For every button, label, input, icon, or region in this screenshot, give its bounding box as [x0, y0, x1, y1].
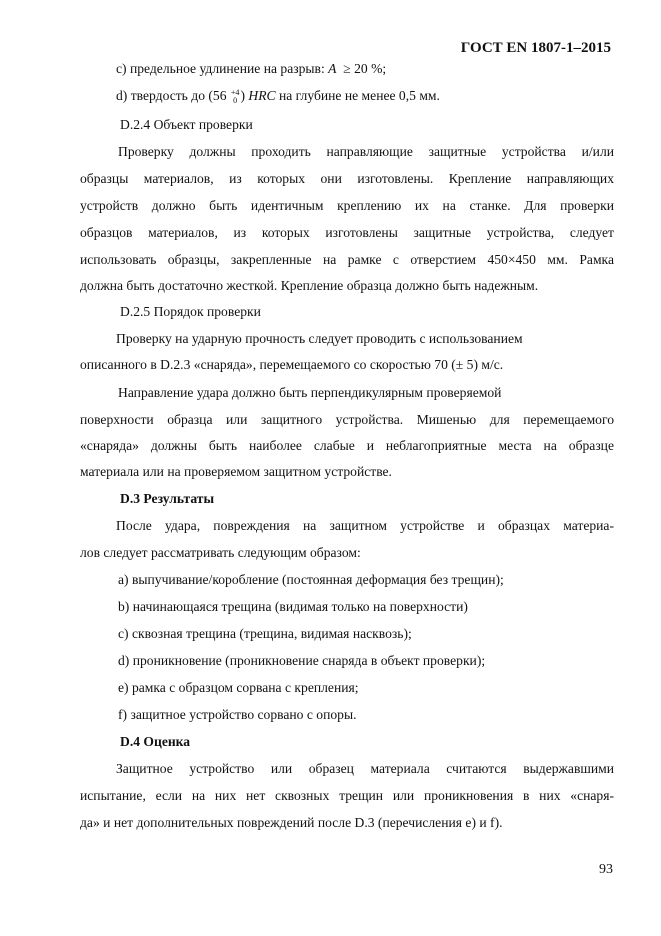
paragraph-line: Направление удара должно быть перпендикулярным проверяемой [118, 385, 502, 400]
paragraph-line: материала или на проверяемом защитном устройстве. [80, 464, 392, 479]
paragraph-line: Защитное устройство или образец материала считаются выдержавшими [116, 761, 614, 776]
heading-d-3: D.3 Результаты [120, 491, 215, 506]
paragraph-line: образцы материалов, из которых они изготовлены. Крепление направляющих [80, 171, 614, 186]
tolerance-stack: +4 0 [230, 87, 240, 105]
list-item: b) начинающаяся трещина (видимая только на поверхности) [118, 599, 468, 614]
document-code-header: ГОСТ EN 1807-1–2015 [460, 40, 611, 56]
paragraph-line: устройств должно быть идентичным креплению их на станке. Для проверки [80, 198, 614, 213]
heading-d-2-4: D.2.4 Объект проверки [120, 117, 253, 132]
paragraph-line: «снаряда» должны быть наиболее слабые и неблагоприятные места на образце [80, 438, 614, 453]
paragraph-line: лов следует рассматривать следующим образом: [80, 545, 361, 560]
page-number: 93 [599, 862, 613, 877]
list-item: e) рамка с образцом сорвана с крепления; [118, 680, 359, 695]
paragraph-line: образцов материалов, из которых изготовлены защитные устройства, следует [80, 225, 614, 240]
list-item: f) защитное устройство сорвано с опоры. [118, 707, 357, 722]
heading-d-2-5: D.2.5 Порядок проверки [120, 304, 261, 319]
paragraph-line: описанного в D.2.3 «снаряда», перемещаемого со скоростью 70 (± 5) м/с. [80, 357, 504, 372]
heading-d-4: D.4 Оценка [120, 734, 191, 749]
list-item: a) выпучивание/коробление (постоянная деформация без трещин); [118, 572, 504, 587]
paragraph-line: После удара, повреждения на защитном устройстве и образцах материа- [116, 518, 614, 533]
list-item: d) проникновение (проникновение снаряда в объект проверки); [118, 653, 486, 668]
paragraph-line: Проверку должны проходить направляющие защитные устройства и/или [118, 144, 614, 159]
paragraph-line: поверхности образца или защитного устройства. Мишенью для перемещаемого [80, 412, 614, 427]
paragraph-line: испытание, если на них нет сквозных трещин или проникновения в них «снаря- [80, 788, 614, 803]
list-item: c) сквозная трещина (трещина, видимая насквозь); [118, 626, 412, 641]
item-c-elongation: c) предельное удлинение на разрыв: A ≥ 20 %; [116, 61, 387, 76]
paragraph-line: использовать образцы, закрепленные на рамке с отверстием 450×450 мм. Рамка [80, 252, 614, 267]
paragraph-line: должна быть достаточно жесткой. Крепление образца должно быть надежным. [80, 278, 539, 293]
item-d-hardness: d) твердость до (56 +4 0 ) HRC на глубине не менее 0,5 мм. [116, 87, 440, 105]
paragraph-line: да» и нет дополнительных повреждений после D.3 (перечисления e) и f). [80, 815, 503, 830]
paragraph-line: Проверку на ударную прочность следует проводить с использованием [116, 331, 523, 346]
